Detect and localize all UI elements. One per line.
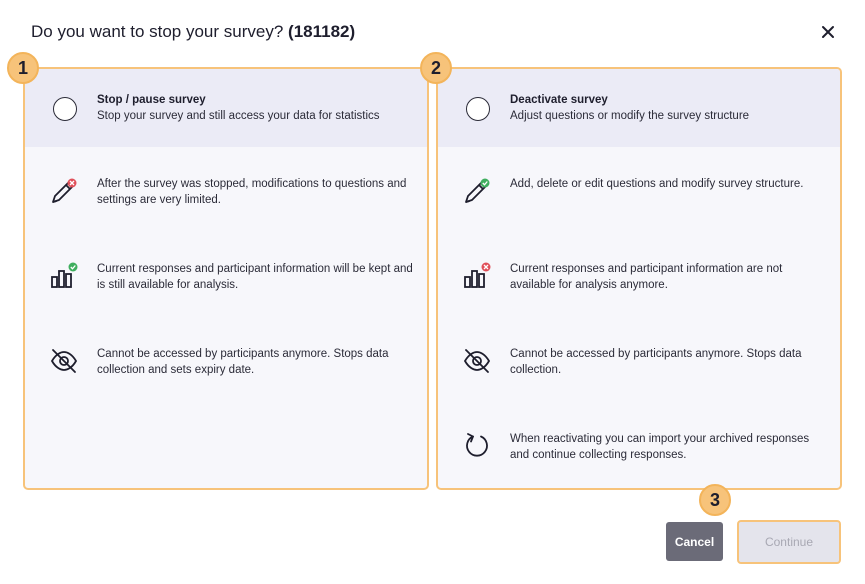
close-button[interactable] [818, 22, 838, 42]
pencil-enabled-icon [462, 176, 492, 206]
pencil-disabled-icon [49, 176, 79, 206]
dialog-title [31, 22, 355, 42]
option-stop-header[interactable] [25, 69, 427, 147]
eye-off-icon [49, 346, 79, 376]
option-stop-subtitle: Stop your survey and still access your data for statistics [97, 110, 380, 122]
deactivate-row-access [438, 346, 840, 386]
chart-unavailable-icon [462, 261, 492, 291]
deactivate-row-reactivate [438, 431, 840, 471]
chart-available-icon [49, 261, 79, 291]
step-badge-3: 3 [699, 484, 731, 516]
deactivate-row-analysis-text: Current responses and participant information are not available for analysis anymore. [510, 263, 783, 291]
deactivate-row-analysis [438, 261, 840, 301]
survey-id: (181182) [288, 22, 356, 41]
option-deactivate-subtitle: Adjust questions or modify the survey structure [510, 110, 750, 122]
stop-row-modifications-text: After the survey was stopped, modifications to questions and settings are very limited. [97, 178, 407, 206]
step-badge-1: 1 [7, 52, 39, 84]
eye-off-icon [462, 346, 492, 376]
deactivate-row-access-text: Cannot be accessed by participants anymore. Stops data collection. [510, 348, 802, 376]
close-icon [818, 22, 838, 42]
cancel-button[interactable]: Cancel [666, 522, 723, 561]
stop-row-modifications [25, 176, 427, 216]
stop-row-analysis [25, 261, 427, 301]
option-card-stop[interactable] [23, 67, 429, 490]
deactivate-radio[interactable] [466, 97, 490, 121]
option-stop-title: Stop / pause survey [97, 94, 206, 106]
option-deactivate-header[interactable] [438, 69, 840, 147]
option-deactivate-title: Deactivate survey [510, 94, 608, 106]
stop-radio[interactable] [53, 97, 77, 121]
stop-row-access [25, 346, 427, 386]
continue-button[interactable]: Continue [737, 520, 841, 564]
step-badge-2: 2 [420, 52, 452, 84]
stop-row-analysis-text: Current responses and participant information will be kept and is still available for analysis. [97, 263, 413, 291]
deactivate-row-edit [438, 176, 840, 216]
refresh-icon [462, 431, 492, 461]
dialog-title-text: Do you want to stop your survey? [31, 22, 284, 41]
deactivate-row-edit-text: Add, delete or edit questions and modify survey structure. [510, 178, 804, 190]
deactivate-row-reactivate-text: When reactivating you can import your archived responses and continue collecting responses. [510, 433, 810, 461]
option-card-deactivate[interactable] [436, 67, 842, 490]
stop-row-access-text: Cannot be accessed by participants anymore. Stops data collection and sets expiry date. [97, 348, 389, 376]
